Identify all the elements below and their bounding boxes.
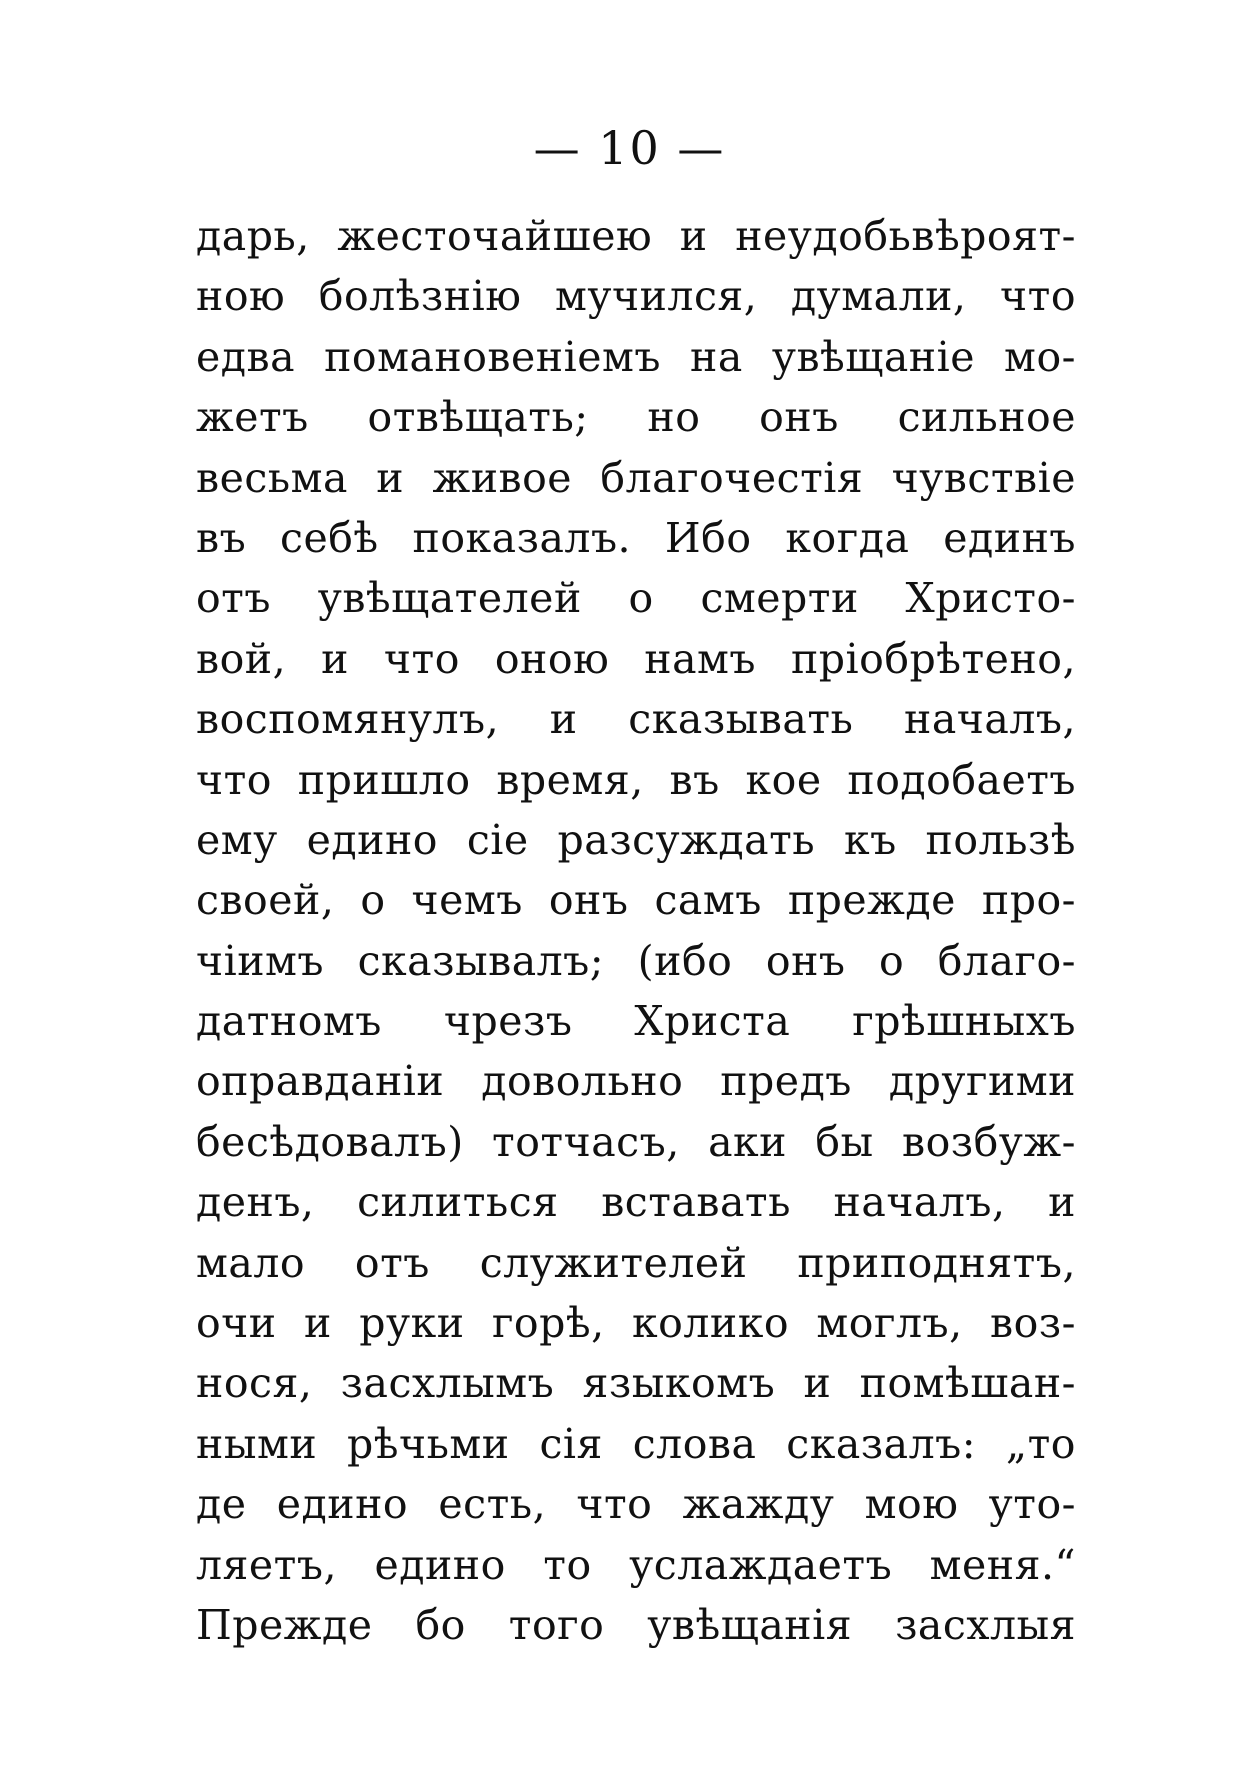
text-line: ляетъ, едино то услаждаетъ меня.“ — [196, 1540, 1076, 1589]
text-line: вой, и что оною намъ пріобрѣтено, — [196, 634, 1076, 683]
text-line: едва помановеніемъ на увѣщаніе мо- — [196, 332, 1076, 381]
text-line: де едино есть, что жажду мою уто- — [196, 1480, 1076, 1529]
text-line: нося, засхлымъ языкомъ и помѣшан- — [196, 1359, 1076, 1408]
text-line: отъ увѣщателей о смерти Христо- — [196, 574, 1076, 623]
text-line: дарь, жесточайшею и неудобьвѣроят- — [196, 212, 1076, 260]
text-line: въ себѣ показалъ. Ибо когда единъ — [196, 513, 1076, 562]
text-line: денъ, силиться вставать началъ, и — [196, 1178, 1076, 1227]
text-line: ными рѣчьми сія слова сказалъ: „то — [196, 1419, 1076, 1468]
text-line: весьма и живое благочестія чувствіе — [196, 453, 1076, 502]
text-line: мало отъ служителей приподнятъ, — [196, 1238, 1076, 1287]
body-text — [196, 206, 1076, 1655]
text-line: оправданіи довольно предъ другими — [196, 1057, 1076, 1106]
text-line: ною болѣзнію мучился, думали, что — [196, 272, 1076, 321]
text-line: своей, о чемъ онъ самъ прежде про- — [196, 876, 1076, 925]
text-line: очи и руки горѣ, колико моглъ, воз- — [196, 1299, 1076, 1348]
text-line: датномъ чрезъ Христа грѣшныхъ — [196, 997, 1076, 1046]
text-line: воспомянулъ, и сказывать началъ, — [196, 695, 1076, 744]
text-line: Прежде бо того увѣщанія засхлыя — [196, 1600, 1076, 1649]
page-number: — 10 — — [533, 121, 726, 175]
text-line: что пришло время, въ кое подобаетъ — [196, 755, 1076, 804]
text-line: бесѣдовалъ) тотчасъ, аки бы возбуж- — [196, 1117, 1076, 1166]
text-line: чіимъ сказывалъ; (ибо онъ о благо- — [196, 936, 1076, 985]
text-line: ему едино сіе разсуждать къ пользѣ — [196, 815, 1076, 864]
text-line: жетъ отвѣщать; но онъ сильное — [196, 393, 1076, 442]
